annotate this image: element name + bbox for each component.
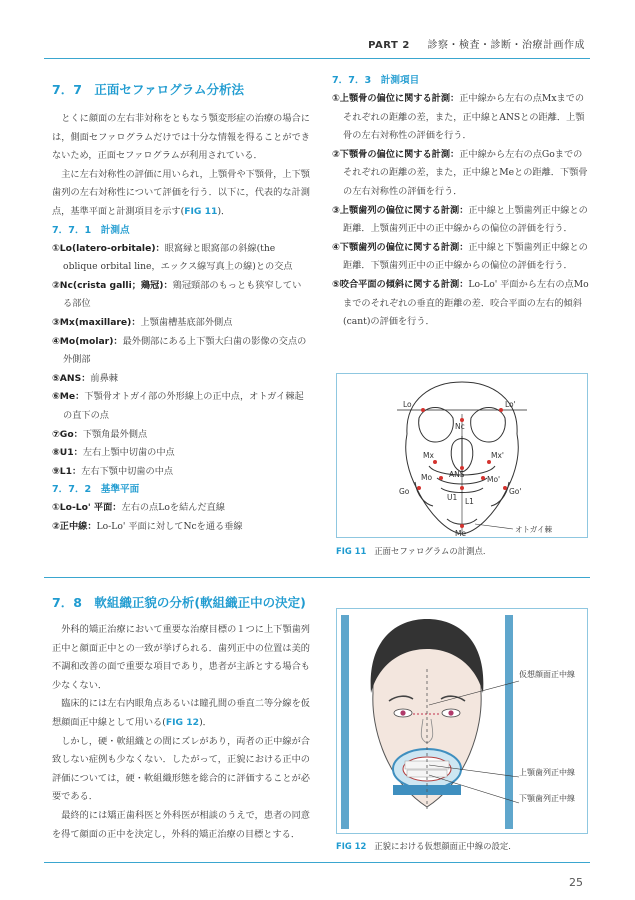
label-u1: U1 [447,493,458,502]
list-item: ⑥Me：下顎骨オトガイ部の外形線上の正中点，オトガイ棘起の直下の点 [52,391,304,421]
label-mx: Mx [423,451,434,460]
list-item: ④下顎歯列の偏位に関する計測：正中線と下顎歯列正中線との距離．下顎歯列正中の正中線からの偏位の評価を行う． [332,241,588,272]
label-l1: L1 [465,497,474,506]
label-mo: Mo [421,473,433,482]
section-7-8 [52,593,310,844]
subsection-7-7-3 [332,72,590,332]
list-item: ①Lo(latero-orbitale)：眼窩縁と眼窩部の斜線(the oblique orbital line，エックス線写真上の線)との交点 [52,242,293,273]
paragraph: しかし，硬・軟組織との間にズレがあり，両者の正中線が合致しない症例も少なくない．したがって，正貌における正中の評価については，硬・軟組織形態を総合的に評価することが必要である． [52,735,310,803]
header-part: PART 2 [368,40,410,51]
paragraph: 最終的には矯正歯科医と外科医が相談のうえで，患者の同意を得て顔面の正中を決定し，外科的矯正治療の目標とする． [52,809,310,840]
section-7-7 [52,80,310,536]
list-item: ③上顎歯列の偏位に関する計測：正中線と上顎歯列正中線との距離．上顎歯列正中の正中線からの偏位の評価を行う． [332,204,588,235]
label-lo2: Lo' [505,400,516,409]
list-item: ⑤ANS：前鼻棘 [52,372,118,384]
fig-11-reference: FIG 11 [184,205,218,217]
list-item: ①Lo-Lo' 平面：左右の点Loを結んだ直線 [52,502,226,514]
list-item: ②Nc(crista galli；鶏冠)：鶏冠頸部のもっとも狭窄している部位 [52,279,302,310]
paragraph: 主に左右対称性の評価に用いられ，上顎骨や下顎骨，上下顎歯列の左右対称性について評価を行う．以下に，代表的な計測点，基準平面と計測項目を示す(FIG 11)． [52,168,310,217]
paragraph: 外科的矯正治療において重要な治療目標の１つに上下顎歯列正中と顔面正中との一致が挙げられる．歯列正中の位置は美的不調和改善の面で重要な項目であり，患者が主訴とする場合も少なくない． [52,624,310,691]
label-nc: Nc [455,422,465,431]
paragraph: 臨床的には左右内眼角点あるいは瞳孔間の垂直二等分線を仮想顔面正中線として用いる(FIG 12)． [52,698,310,728]
label-go: Go [399,487,410,496]
list-item: ⑧U1：左右上顎中切歯の中点 [52,447,175,459]
list-item: ⑤咬合平面の傾斜に関する計測：Lo-Lo' 平面から左右の点Moまでのそれぞれの垂直的距離の差．咬合平面の左右的傾斜(cant)の評価を行う． [332,278,589,328]
face-illustration [337,609,587,833]
section-title-7-7: 7．7 正面セファログラム分析法 [52,82,245,97]
label-me: Me [455,529,467,537]
header-title: 診察・検査・診断・治療計画作成 [427,40,585,51]
paragraph: とくに顔面の左右非対称をともなう顎変形症の治療の場合には，側面セファログラムだけでは十分な情報を得ることができないため，正面セファログラムが利用されている． [52,113,310,162]
subsection-title-7-7-2: 7．7．2 基準平面 [52,484,140,496]
list-item: ②下顎骨の偏位に関する計測：正中線から左右の点Goまでのそれぞれの距離の差，また，正中線とMeとの距離．下顎骨の左右対称性の評価を行う． [332,148,588,197]
fig-12-diagram [336,608,588,834]
label-upper-midline: 上顎歯列正中線 [519,768,575,777]
header-rule [44,58,590,59]
list-item: ⑨L1：左右下顎中切歯の中点 [52,465,174,477]
label-ans: ANS [449,470,465,479]
label-mx2: Mx' [491,451,504,460]
label-lo: Lo [403,400,412,409]
footer-rule [44,862,590,863]
list-item: ①上顎骨の偏位に関する計測：正中線から左右の点Mxまでのそれぞれの距離の差，また，正中線とANSとの距離．上顎骨の左右対称性の評価を行う． [332,93,585,142]
fig-11-diagram [336,373,588,538]
label-go2: Go' [509,487,522,496]
list-item: ③Mx(maxillare)：上顎歯槽基底部外側点 [52,316,233,328]
subsection-title-7-7-1: 7．7．1 計測点 [52,224,130,236]
fig-12-reference: FIG 12 [165,716,200,728]
fig-12-caption: FIG 12 正貌における仮想顔面正中線の設定． [336,841,517,851]
running-header [368,36,585,51]
section-title-7-8: 7．8 軟組織正貌の分析(軟組織正中の決定) [52,595,306,610]
subsection-title-7-7-3: 7．7．3 計測項目 [332,75,420,86]
list-item: ④Mo(molar)：最外側部にある上下顎大臼歯の影像の交点の外側部 [52,335,307,366]
page-number: 25 [569,876,583,889]
list-item: ⑦Go：下顎角最外側点 [52,428,148,440]
label-mo2: Mo' [487,475,501,484]
label-chin: オトガイ棘 [515,525,553,534]
label-face-midline: 仮想顔面正中線 [519,670,575,679]
skull-illustration [337,374,587,537]
list-item: ②正中線：Lo-Lo' 平面に対してNcを通る垂線 [52,520,243,532]
label-lower-midline: 下顎歯列正中線 [519,794,575,803]
section-divider [44,577,590,578]
fig-11-caption: FIG 11 正面セファログラムの計測点． [336,546,492,556]
